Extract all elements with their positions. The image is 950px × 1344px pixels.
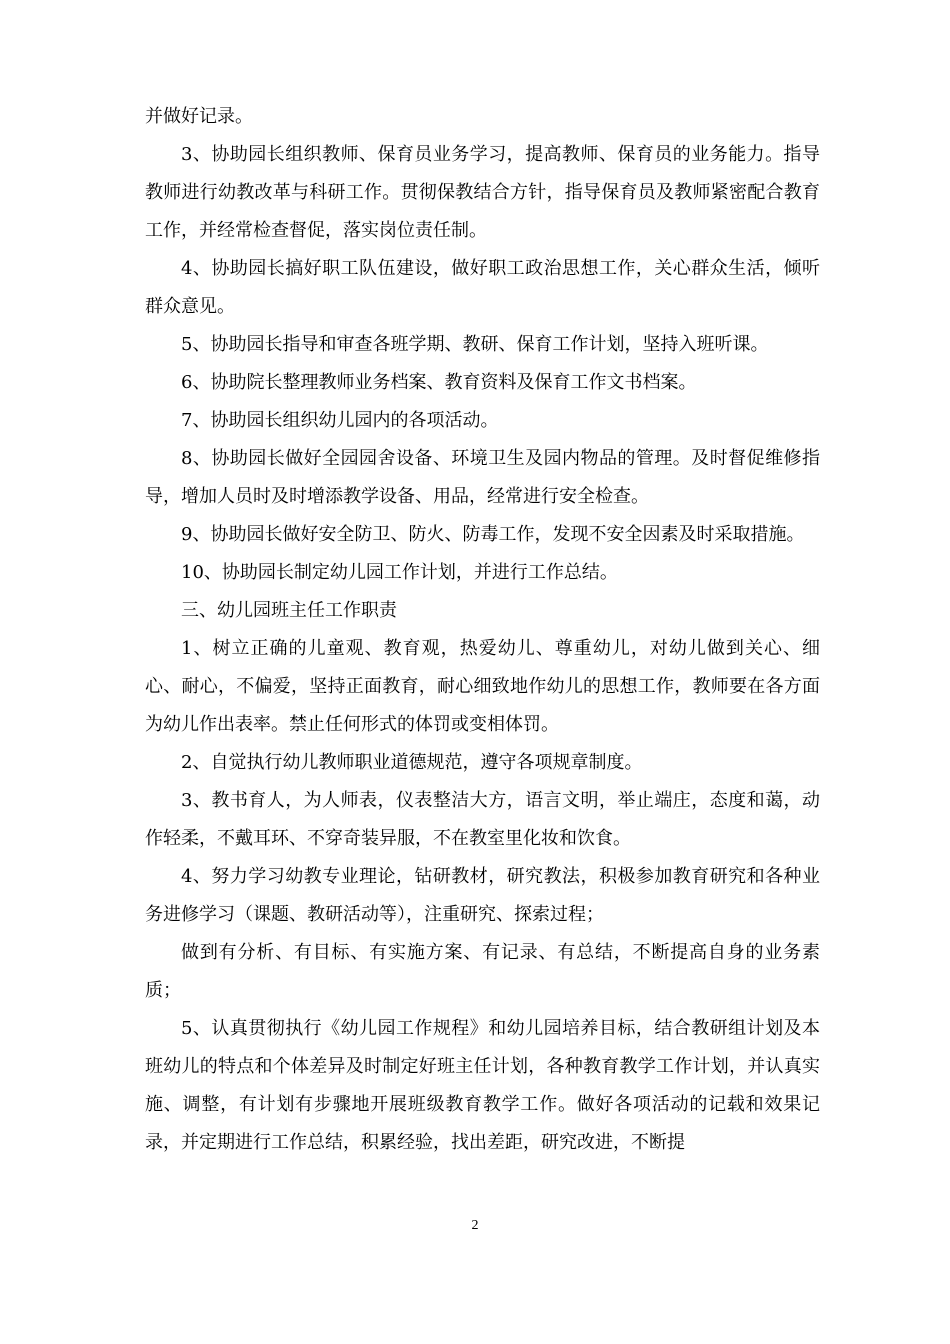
- paragraph-duty-4-continued: 做到有分析、有目标、有实施方案、有记录、有总结，不断提高自身的业务素质；: [145, 942, 820, 1001]
- paragraph-duty-2: 2、自觉执行幼儿教师职业道德规范，遵守各项规章制度。: [181, 752, 643, 773]
- paragraph-continuation: 并做好记录。: [145, 106, 253, 127]
- paragraph-item-7: 7、协助园长组织幼儿园内的各项活动。: [181, 410, 499, 431]
- paragraph-duty-4: 4、努力学习幼教专业理论，钻研教材，研究教法，积极参加教育研究和各种业务进修学习（课题、教研活动等），注重研究、探索过程；: [145, 866, 820, 925]
- paragraph-item-6: 6、协助院长整理教师业务档案、教育资料及保育工作文书档案。: [181, 372, 697, 393]
- paragraph-duty-1: 1、树立正确的儿童观、教育观，热爱幼儿、尊重幼儿，对幼儿做到关心、细心、耐心，不偏爱，坚持正面教育，耐心细致地作幼儿的思想工作，教师要在各方面为幼儿作出表率。禁止任何形式的体罚或变相体罚。: [145, 638, 820, 735]
- document-body: [145, 98, 820, 1162]
- paragraph-item-9: 9、协助园长做好安全防卫、防火、防毒工作，发现不安全因素及时采取措施。: [181, 524, 805, 545]
- paragraph-duty-3: 3、教书育人，为人师表，仪表整洁大方，语言文明，举止端庄，态度和蔼，动作轻柔，不戴耳环、不穿奇装异服，不在教室里化妆和饮食。: [145, 790, 820, 849]
- section-heading: 三、幼儿园班主任工作职责: [181, 600, 397, 621]
- paragraph-duty-5: 5、认真贯彻执行《幼儿园工作规程》和幼儿园培养目标，结合教研组计划及本班幼儿的特点和个体差异及时制定好班主任计划，各种教育教学工作计划，并认真实施、调整，有计划有步骤地开展班级教育教学工作。做好各项活动的记载和效果记录，并定期进行工作总结，积累经验，找出差距，研究改进，不断提: [145, 1018, 820, 1153]
- paragraph-item-4: 4、协助园长搞好职工队伍建设，做好职工政治思想工作，关心群众生活，倾听群众意见。: [145, 258, 820, 317]
- paragraph-item-8: 8、协助园长做好全园园舍设备、环境卫生及园内物品的管理。及时督促维修指导，增加人员时及时增添教学设备、用品，经常进行安全检查。: [145, 448, 820, 507]
- paragraph-item-10: 10、协助园长制定幼儿园工作计划，并进行工作总结。: [181, 562, 618, 583]
- paragraph-item-5: 5、协助园长指导和审查各班学期、教研、保育工作计划，坚持入班听课。: [181, 334, 769, 355]
- page-number: 2: [471, 1218, 479, 1233]
- paragraph-item-3: 3、协助园长组织教师、保育员业务学习，提高教师、保育员的业务能力。指导教师进行幼教改革与科研工作。贯彻保教结合方针，指导保育员及教师紧密配合教育工作，并经常检查督促，落实岗位责任制。: [145, 144, 820, 241]
